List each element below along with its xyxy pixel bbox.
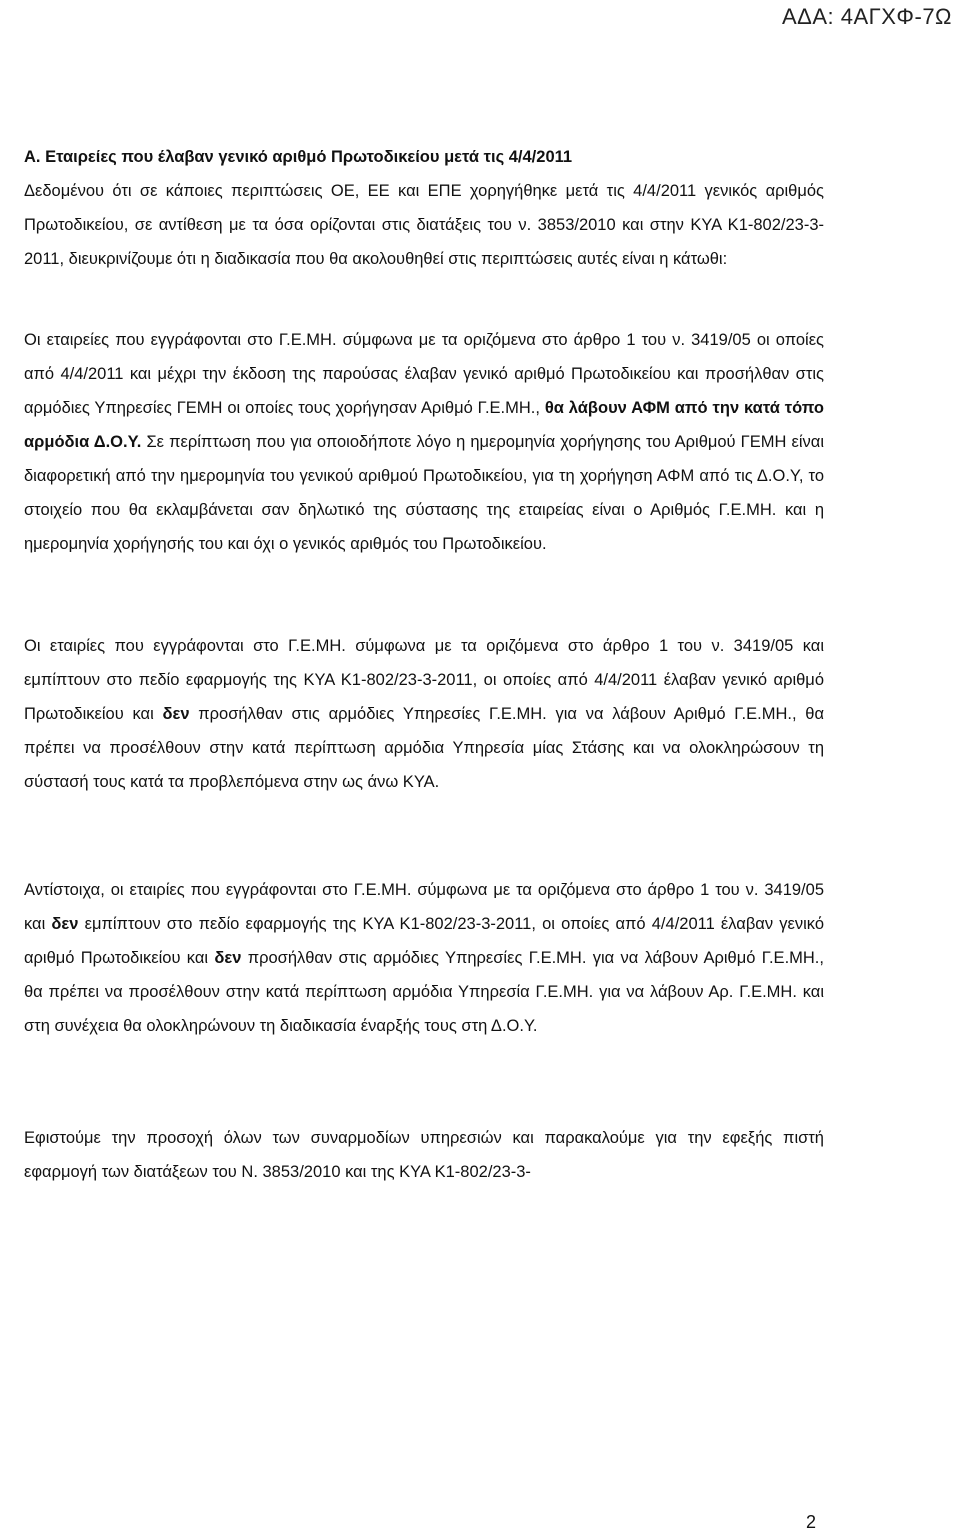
paragraph-closing: Εφιστούμε την προσοχή όλων των συναρμοδίων υπηρεσιών και παρακαλούμε για την εφεξής πιστή εφαρμογή των διατάξεων του Ν. 3853/2010 και της ΚΥΑ Κ1-802/23-3- [24,1129,824,1181]
emphasis-text: δεν [162,705,190,723]
section-a-intro: Δεδομένου ότι σε κάποιες περιπτώσεις ΟΕ, ΕΕ και ΕΠΕ χορηγήθηκε μετά τις 4/4/2011 γενικός αριθμός Πρωτοδικείου, σε αντίθεση με τα όσα ορίζονται στις διατάξεις του ν. 3853/2010 και στην ΚΥΑ Κ1-802/23-3-2011, διευκρινίζουμε ότι η διαδικασία που θα ακολουθηθεί στις περιπτώσεις αυτές είναι η κάτωθι: [24,182,824,268]
paragraph-registered-companies [24,323,824,561]
paragraph-text: Οι εταιρείες που εγγράφονται στο Γ.Ε.ΜΗ. σύμφωνα με τα οριζόμενα στο άρθρο 1 του ν. 3419/05 οι οποίες από 4/4/2011 και μέχρι την έκδοση της παρούσας έλαβαν γενικό αριθμό Πρωτοδικείου και προσήλθαν στις αρμόδιες Υπηρεσίες ΓΕΜΗ οι οποίες τους χορήγησαν Αριθμό Γ.Ε.ΜΗ., [24,331,824,417]
emphasis-text: δεν [214,949,242,967]
paragraph-text: προσήλθαν στις αρμόδιες Υπηρεσίες Γ.Ε.ΜΗ. για να λάβουν Αριθμό Γ.Ε.ΜΗ., θα πρέπει να προσέλθουν στην κατά περίπτωση αρμόδια Υπηρεσία μίας Στάσης και να ολοκληρώσουν τη σύστασή τους κατά τα προβλεπόμενα στην ως άνω ΚΥΑ. [24,705,824,791]
document-body [24,140,824,1189]
paragraph-text: Σε περίπτωση που για οποιοδήποτε λόγο η ημερομηνία χορήγησης του Αριθμού ΓΕΜΗ είναι διαφορετική από την ημερομηνία του γενικού αριθμού Πρωτοδικείου, για τη χορήγηση ΑΦΜ από τις Δ.Ο.Υ, το στοιχείο που θα εκλαμβάνεται σαν δηλωτικό της σύστασης της εταιρείας είναι ο Αριθμός Γ.Ε.ΜΗ. και η ημερομηνία χορήγησής του και όχι ο γενικός αριθμός του Πρωτοδικείου. [24,433,824,553]
page-number: 2 [806,1512,817,1532]
emphasis-text: θα λάβουν ΑΦΜ από την κατά τόπο αρμόδια Δ.Ο.Υ. [24,399,825,451]
paragraph-text: εμπίπτουν στο πεδίο εφαρμογής της ΚΥΑ Κ1-802/23-3-2011, οι οποίες από 4/4/2011 έλαβαν γενικό αριθμό Πρωτοδικείου και [24,915,824,967]
paragraph-text: Οι εταιρίες που εγγράφονται στο Γ.Ε.ΜΗ. σύμφωνα με τα οριζόμενα στο άρθρο 1 του ν. 3419/05 και εμπίπτουν στο πεδίο εφαρμογής της ΚΥΑ Κ1-802/23-3-2011, οι οποίες από 4/4/2011 έλαβαν γενικό αριθμό Πρωτοδικείου και [24,637,824,723]
paragraph-text: Αντίστοιχα, οι εταιρίες που εγγράφονται στο Γ.Ε.ΜΗ. σύμφωνα με τα οριζόμενα στο άρθρο 1 του ν. 3419/05 και [24,881,824,933]
section-a-heading: Α. Εταιρείες που έλαβαν γενικό αριθμό Πρωτοδικείου μετά τις 4/4/2011 [24,148,573,166]
paragraph-text: προσήλθαν στις αρμόδιες Υπηρεσίες Γ.Ε.ΜΗ. για να λάβουν Αριθμό Γ.Ε.ΜΗ., θα πρέπει να προσέλθουν στην κατά περίπτωση αρμόδια Υπηρεσία Γ.Ε.ΜΗ. για να λάβουν Αρ. Γ.Ε.ΜΗ. και στη συνέχεια θα ολοκληρώνουν τη διαδικασία έναρξής τους στη Δ.Ο.Υ. [24,949,824,1035]
paragraph-not-registered-kya [24,629,824,799]
emphasis-text: δεν [51,915,79,933]
ada-code: ΑΔΑ: 4ΑΓΧΦ-7Ω [781,4,952,29]
paragraph-not-in-kya-scope [24,873,824,1043]
